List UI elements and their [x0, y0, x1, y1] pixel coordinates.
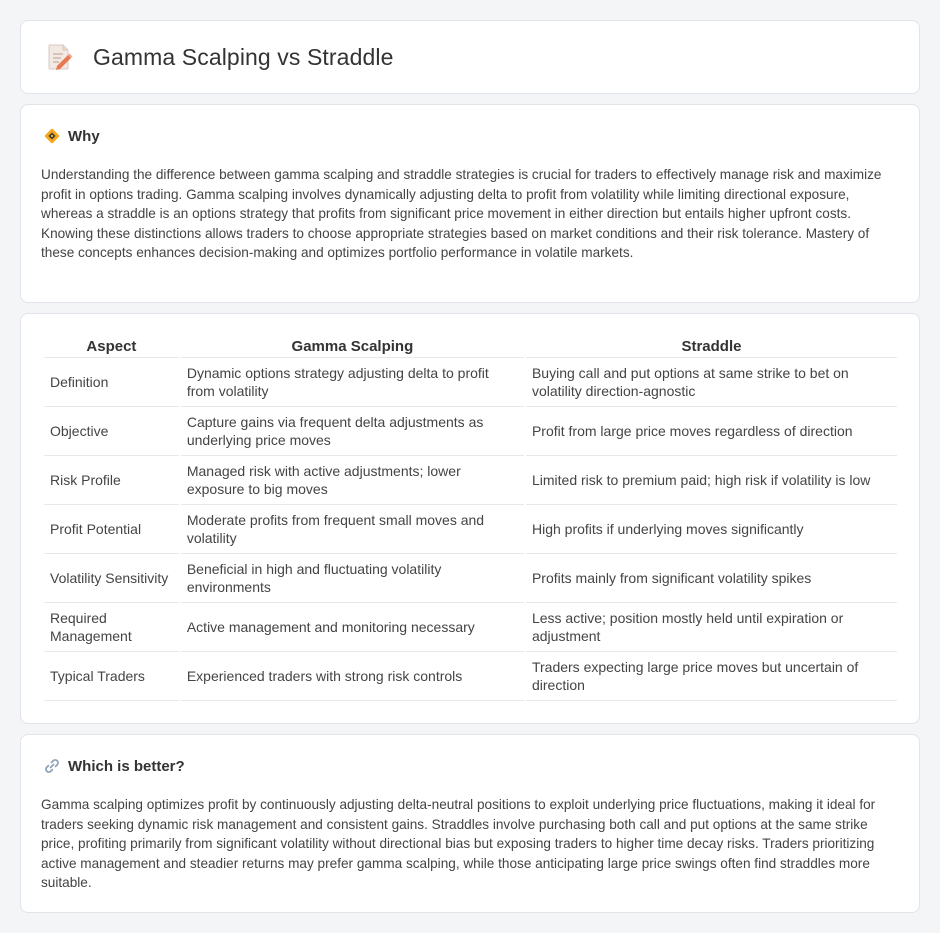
page-title: Gamma Scalping vs Straddle [93, 43, 394, 70]
cell-gamma: Capture gains via frequent delta adjustments as underlying price moves [181, 407, 524, 456]
cell-straddle: Traders expecting large price moves but uncertain of direction [526, 652, 897, 701]
cell-gamma: Active management and monitoring necessary [181, 603, 524, 652]
comparison-card [20, 313, 920, 724]
title-row [47, 43, 393, 71]
table-row [44, 456, 897, 505]
table-row [44, 652, 897, 701]
cell-gamma: Dynamic options strategy adjusting delta to profit from volatility [181, 358, 524, 407]
table-row [44, 505, 897, 554]
comparison-table [42, 335, 899, 701]
better-heading: Which is better? [68, 757, 185, 775]
cell-aspect: Required Management [44, 603, 179, 652]
cell-straddle: Profits mainly from significant volatility spikes [526, 554, 897, 603]
header-aspect: Aspect [44, 335, 179, 358]
cell-straddle: Less active; position mostly held until expiration or adjustment [526, 603, 897, 652]
title-card [20, 20, 920, 94]
cell-gamma: Beneficial in high and fluctuating volatility environments [181, 554, 524, 603]
better-heading-row [43, 757, 185, 775]
table-row [44, 358, 897, 407]
cell-aspect: Risk Profile [44, 456, 179, 505]
cell-aspect: Objective [44, 407, 179, 456]
cell-straddle: High profits if underlying moves significantly [526, 505, 897, 554]
why-heading: Why [68, 127, 100, 145]
cell-gamma: Moderate profits from frequent small moves and volatility [181, 505, 524, 554]
why-paragraph: Understanding the difference between gamma scalping and straddle strategies is crucial for traders to effectively manage risk and maximize profit in options trading. Gamma scalping involves dynamically adjusting delta to profit from volatility while limiting directional exposure, whereas a straddle is an options strategy that profits from significant price movement in either direction but entails higher upfront costs. Knowing these distinctions allows traders to choose appropriate strategies based on market conditions and their risk tolerance. Mastery of these concepts enhances decision-making and optimizes portfolio performance in volatile markets. [41, 167, 882, 261]
cell-aspect: Profit Potential [44, 505, 179, 554]
better-paragraph: Gamma scalping optimizes profit by continuously adjusting delta-neutral positions to exploit underlying price fluctuations, making it ideal for traders seeking dynamic risk management and consistent gains. Straddles involve purchasing both call and put options at the same strike price, profiting primarily from significant volatility without directional bias but exposing traders to higher time decay risks. Traders prioritizing active management and steadier returns may prefer gamma scalping, while those anticipating large price swings often find straddles more suitable. [41, 797, 876, 891]
table-header-row [44, 335, 897, 358]
header-straddle: Straddle [526, 335, 897, 358]
cell-gamma: Experienced traders with strong risk controls [181, 652, 524, 701]
cell-straddle: Profit from large price moves regardless of direction [526, 407, 897, 456]
why-heading-row [43, 127, 100, 145]
cell-aspect: Volatility Sensitivity [44, 554, 179, 603]
header-gamma-scalping: Gamma Scalping [181, 335, 524, 358]
document-pencil-icon [47, 43, 73, 71]
table-row [44, 554, 897, 603]
which-is-better-card [20, 734, 920, 913]
table-row [44, 603, 897, 652]
cell-gamma: Managed risk with active adjustments; lower exposure to big moves [181, 456, 524, 505]
why-card [20, 104, 920, 303]
cell-aspect: Definition [44, 358, 179, 407]
table-row [44, 407, 897, 456]
link-icon [43, 757, 61, 775]
diamond-warning-icon [43, 127, 61, 145]
cell-straddle: Limited risk to premium paid; high risk if volatility is low [526, 456, 897, 505]
cell-straddle: Buying call and put options at same strike to bet on volatility direction-agnostic [526, 358, 897, 407]
cell-aspect: Typical Traders [44, 652, 179, 701]
